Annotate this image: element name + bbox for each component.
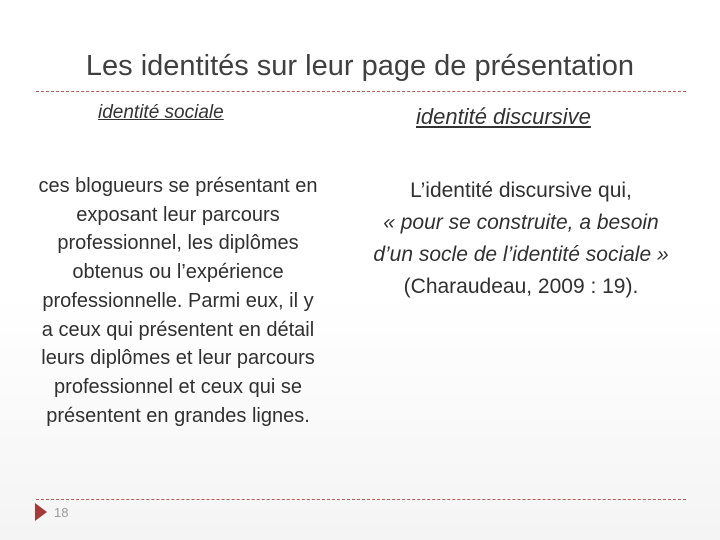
right-column-citation: (Charaudeau, 2009 : 19). — [403, 275, 639, 298]
right-column-body — [366, 175, 676, 303]
right-column-quote: « pour se construite, a besoin d’un socle de l’identité sociale » — [373, 211, 669, 266]
triangle-arrow-icon — [35, 503, 47, 521]
right-column-heading: identité discursive — [416, 104, 591, 129]
top-divider — [36, 91, 686, 92]
right-column-intro: L’identité discursive qui, — [410, 179, 632, 202]
page-number: 18 — [54, 505, 69, 520]
left-column-body: ces blogueurs se présentant en exposant leur parcours professionnel, les diplômes obtenus ou l’expérience professionnelle. Parmi eux, il y a ceux qui présentent en détail leurs diplômes et leur parcours professionnel et ceux qui se présentent en grandes lignes. — [38, 175, 318, 427]
bottom-divider — [36, 499, 686, 500]
left-column-heading: identité sociale — [98, 102, 224, 123]
slide-title: Les identités sur leur page de présentation — [85, 50, 635, 82]
